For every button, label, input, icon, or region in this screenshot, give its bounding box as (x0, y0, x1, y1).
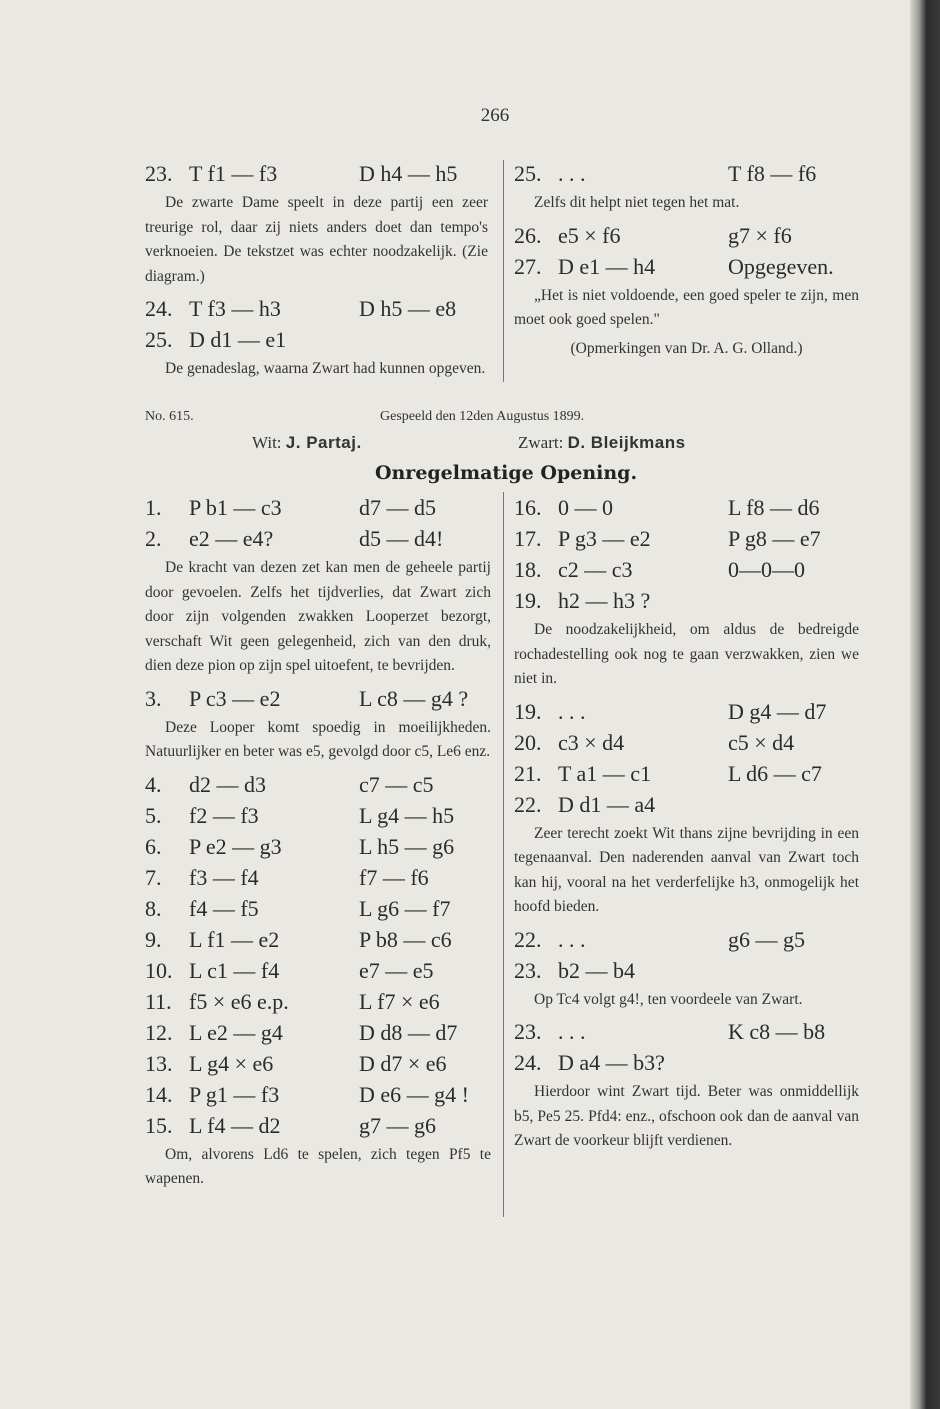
move-row (145, 1017, 491, 1048)
top-right-column (514, 158, 859, 365)
black-move: L g4 — h5 (359, 802, 455, 828)
white-move: T f1 — f3 (189, 161, 278, 186)
black-move (728, 789, 859, 820)
move-number: 13. (145, 1050, 173, 1076)
white-move: h2 — h3 ? (558, 588, 651, 613)
move-row (145, 492, 491, 523)
annotation: De kracht van dezen zet kan men de geheele partij door gevoelen. Zelfs het tijdverlies, dat Zwart zich door zijn volgenden zwakken Looperzet bezorgt, verschaft Wit geen gelegenheid, zich van den druk, dien deze pion op zijn spel uitoefent, te bevrijden. (145, 559, 491, 674)
top-left-column (145, 158, 488, 386)
left-column (145, 492, 491, 1196)
move-number: 10. (145, 957, 173, 983)
move-row (514, 758, 859, 789)
white-move: P g3 — e2 (558, 526, 651, 551)
black-label: Zwart: (518, 433, 564, 452)
black-move: f7 — f6 (359, 864, 429, 890)
move-list (514, 1016, 859, 1078)
move-number: 20. (514, 729, 542, 755)
move-number: 7. (145, 864, 162, 890)
annotation: Zeer terecht zoekt Wit thans zijne bevrijding in een tegenaanval. Den naderenden aanval van Zwart toch kan hij, vooral na het verderfelijke h3, onmogelijk het hoofd bieden. (514, 824, 859, 915)
move-row (145, 324, 488, 355)
black-move: D g4 — d7 (728, 698, 827, 724)
black-move: d7 — d5 (359, 495, 436, 520)
move-list (514, 492, 859, 616)
black-move (728, 955, 859, 986)
move-number: 2. (145, 526, 162, 551)
white-move: f5 × e6 e.p. (189, 988, 289, 1014)
white-move: b2 — b4 (558, 957, 635, 983)
move-number: 19. (514, 588, 542, 613)
white-move: . . . (558, 1019, 586, 1044)
black-move: L f8 — d6 (728, 495, 820, 520)
black-move: g6 — g5 (728, 926, 805, 952)
annotation: Hierdoor wint Zwart tijd. Beter was onmiddellijk b5, Pe5 25. Pfd4: enz., ofschoon ook dan de aanval van Zwart de voorkeur blijft verdienen. (514, 1083, 859, 1149)
annotation: De zwarte Dame speelt in deze partij een zeer treurige rol, daar zij niets anders doet dan tempo's verknoeien. De tekstzet was echter noodzakelijk. (Zie diagram.) (145, 194, 488, 285)
black-move (359, 324, 488, 355)
black-move: D e6 — g4 ! (359, 1081, 469, 1107)
black-move: 0—0—0 (728, 557, 805, 582)
white-player-line (252, 433, 362, 453)
move-number: 25. (145, 327, 173, 352)
white-move: D d1 — e1 (189, 327, 287, 352)
white-move: D d1 — a4 (558, 791, 656, 817)
move-list (514, 220, 859, 282)
annotation: De genadeslag, waarna Zwart had kunnen opgeven. (165, 360, 486, 377)
move-row (145, 523, 491, 554)
move-row (145, 1048, 491, 1079)
move-list (514, 696, 859, 820)
white-move: P b1 — c3 (189, 495, 282, 520)
black-move: d5 — d4! (359, 526, 444, 551)
page-edge (910, 0, 940, 1409)
move-row (514, 251, 859, 282)
black-move: c7 — c5 (359, 771, 434, 797)
column-divider (503, 160, 504, 382)
move-row (514, 554, 859, 585)
move-number: 8. (145, 895, 162, 921)
white-move: . . . (558, 926, 586, 952)
move-list (145, 492, 491, 554)
source-text: (Opmerkingen van Dr. A. G. Olland.) (570, 339, 803, 357)
move-number: 9. (145, 926, 162, 952)
white-move: c3 × d4 (558, 729, 625, 755)
move-row (145, 683, 491, 714)
opening-title: Onregelmatige Opening. (374, 462, 638, 484)
move-row (514, 585, 859, 616)
black-move: P g8 — e7 (728, 526, 821, 551)
move-row (145, 1079, 491, 1110)
move-row (145, 955, 491, 986)
black-move (728, 1047, 859, 1078)
white-move: D e1 — h4 (558, 253, 656, 279)
source-note (514, 337, 859, 362)
move-row (145, 924, 491, 955)
move-row (514, 727, 859, 758)
move-row (145, 800, 491, 831)
move-number: 22. (514, 791, 542, 817)
move-list (514, 158, 859, 189)
move-number: 21. (514, 760, 542, 786)
move-number: 5. (145, 802, 162, 828)
black-move: g7 — g6 (359, 1112, 436, 1138)
black-move (728, 585, 859, 616)
quote: „Het is niet voldoende, een goed speler te zijn, men moet ook goed spelen." (514, 286, 859, 328)
annotation: De noodzakelijkheid, om aldus de bedreigde rochadestelling ook nog te gaan verzwakken, zien we niet in. (514, 621, 859, 687)
white-move: L g4 × e6 (189, 1050, 274, 1076)
white-move: f3 — f4 (189, 864, 259, 890)
move-number: 3. (145, 685, 162, 711)
move-number: 6. (145, 833, 162, 859)
move-list (145, 683, 491, 714)
move-number: 23. (514, 1019, 542, 1044)
annotation: Om, alvorens Ld6 te spelen, zich tegen Pf5 te wapenen. (145, 1145, 491, 1187)
white-label: Wit: (252, 433, 282, 452)
black-move: T f8 — f6 (728, 161, 817, 186)
black-move: L f7 × e6 (359, 988, 440, 1014)
white-move: . . . (558, 161, 586, 186)
black-move: L c8 — g4 ? (359, 685, 469, 711)
move-row (514, 1016, 859, 1047)
black-move: D h5 — e8 (359, 296, 457, 321)
move-row (145, 293, 488, 324)
move-number: 25. (514, 161, 542, 186)
white-move: P c3 — e2 (189, 685, 281, 711)
move-number: 22. (514, 926, 542, 952)
black-move: Opgegeven. (728, 253, 834, 279)
move-number: 11. (145, 988, 172, 1014)
move-row (145, 893, 491, 924)
move-row (514, 220, 859, 251)
move-list (145, 293, 488, 355)
move-number: 1. (145, 495, 162, 520)
white-move: L e2 — g4 (189, 1019, 283, 1045)
white-move: 0 — 0 (558, 495, 613, 520)
move-number: 23. (514, 957, 542, 983)
move-number: 18. (514, 557, 542, 582)
black-move: D h4 — h5 (359, 161, 458, 186)
move-number: 23. (145, 161, 173, 186)
white-move: L f4 — d2 (189, 1112, 281, 1138)
column-divider (503, 492, 504, 1217)
black-move: K c8 — b8 (728, 1019, 826, 1044)
black-move: g7 × f6 (728, 222, 792, 248)
white-move: P e2 — g3 (189, 833, 282, 859)
white-move: d2 — d3 (189, 771, 266, 797)
move-row (145, 158, 488, 189)
right-column (514, 492, 859, 1158)
move-row (514, 696, 859, 727)
black-move: c5 × d4 (728, 729, 795, 755)
move-number: 16. (514, 495, 542, 520)
move-row (145, 986, 491, 1017)
black-move: L h5 — g6 (359, 833, 455, 859)
black-player: D. Bleijkmans (567, 433, 686, 452)
move-list (145, 158, 488, 189)
move-row (514, 1047, 859, 1078)
move-row (514, 789, 859, 820)
move-list (145, 769, 491, 1141)
white-move: f4 — f5 (189, 895, 259, 921)
move-row (145, 831, 491, 862)
move-row (514, 492, 859, 523)
move-number: 12. (145, 1019, 173, 1045)
move-list (514, 924, 859, 986)
black-move: L g6 — f7 (359, 895, 451, 921)
move-number: 17. (514, 526, 542, 551)
move-row (145, 862, 491, 893)
game-number: No. 615. (145, 409, 194, 424)
annotation: Deze Looper komt spoedig in moeilijkheden. Natuurlijker en beter was e5, gevolgd door c5, Le6 enz. (145, 718, 491, 760)
white-move: T f3 — h3 (189, 296, 281, 321)
white-move: L c1 — f4 (189, 957, 280, 983)
annotation: Zelfs dit helpt niet tegen het mat. (534, 194, 740, 211)
move-row (514, 924, 859, 955)
move-row (514, 955, 859, 986)
white-player: J. Partaj. (285, 433, 362, 452)
white-move: P g1 — f3 (189, 1081, 280, 1107)
move-row (145, 769, 491, 800)
annotation: Op Tc4 volgt g4!, ten voordeele van Zwart. (534, 990, 803, 1008)
move-number: 27. (514, 253, 542, 279)
move-number: 19. (514, 698, 542, 724)
white-move: e5 × f6 (558, 222, 621, 248)
black-move: D d7 × e6 (359, 1050, 447, 1076)
move-number: 24. (145, 296, 173, 321)
white-move: L f1 — e2 (189, 926, 280, 952)
move-number: 24. (514, 1050, 542, 1075)
move-row (145, 1110, 491, 1141)
white-move: D a4 — b3? (558, 1050, 665, 1075)
black-move: P b8 — c6 (359, 926, 452, 952)
white-move: . . . (558, 698, 586, 724)
white-move: f2 — f3 (189, 802, 259, 828)
white-move: T a1 — c1 (558, 760, 652, 786)
black-move: e7 — e5 (359, 957, 434, 983)
move-row (514, 523, 859, 554)
white-move: c2 — c3 (558, 557, 633, 582)
move-number: 26. (514, 222, 542, 248)
black-move: D d8 — d7 (359, 1019, 458, 1045)
move-row (514, 158, 859, 189)
white-move: e2 — e4? (189, 526, 274, 551)
move-number: 4. (145, 771, 162, 797)
page-number: 266 (480, 105, 510, 126)
move-number: 15. (145, 1112, 173, 1138)
black-move: L d6 — c7 (728, 760, 822, 786)
black-player-line (518, 433, 686, 453)
move-number: 14. (145, 1081, 173, 1107)
game-date: Gespeeld den 12den Augustus 1899. (380, 409, 585, 424)
